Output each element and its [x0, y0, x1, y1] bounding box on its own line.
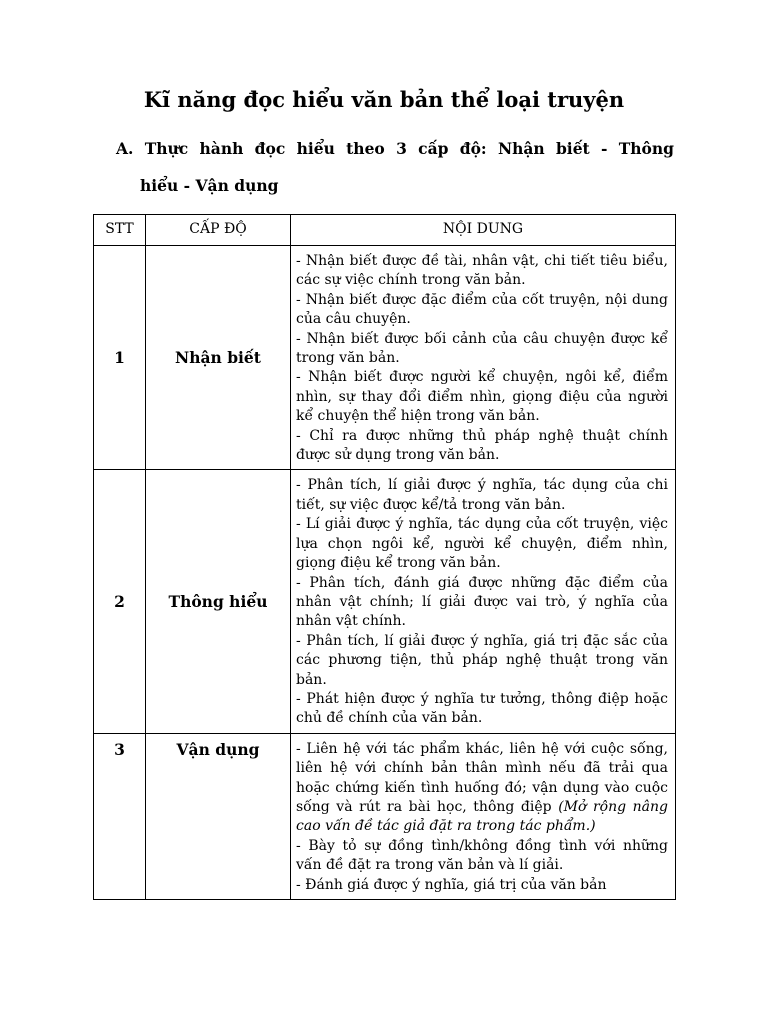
- section-heading-word: hành: [199, 139, 244, 158]
- row-level: Nhận biết: [146, 246, 291, 470]
- section-heading-word: cấp: [418, 139, 449, 158]
- content-item: - Nhận biết được đề tài, nhân vật, chi tiết tiêu biểu, các sự việc chính trong văn bản.: [296, 253, 668, 289]
- row-level: Vận dụng: [146, 733, 291, 899]
- row-content: [291, 470, 676, 733]
- content-item: - Phân tích, đánh giá được những đặc điểm của nhân vật chính; lí giải được vai trò, ý nghĩa của nhân vật chính.: [296, 574, 668, 630]
- row-level: Thông hiểu: [146, 470, 291, 733]
- table-row: [94, 733, 676, 899]
- section-heading-word: độ:: [459, 139, 487, 158]
- content-item: - Phân tích, lí giải được ý nghĩa, tác dụng của chi tiết, sự việc được kể/tả trong văn bản.: [296, 477, 668, 513]
- section-heading-word: Nhận: [497, 139, 545, 158]
- skill-levels-table: [93, 214, 676, 900]
- section-heading-word: 3: [396, 139, 407, 158]
- row-stt: 2: [94, 470, 146, 733]
- row-stt: 3: [94, 733, 146, 899]
- section-heading-word: -: [601, 139, 608, 158]
- section-heading-word: Thực: [144, 139, 189, 158]
- row-content: [291, 733, 676, 899]
- header-content: NỘI DUNG: [291, 215, 676, 246]
- section-heading-word: Thông: [618, 139, 674, 158]
- content-item: - Bày tỏ sự đồng tình/không đồng tình với những vấn đề đặt ra trong văn bản và lí giải.: [296, 837, 668, 874]
- content-item: - Lí giải được ý nghĩa, tác dụng của cốt truyện, việc lựa chọn ngôi kể, người kể chuyện, điểm nhìn, giọng điệu kể trong văn bản.: [296, 516, 668, 572]
- content-item: - Nhận biết được đặc điểm của cốt truyện, nội dung của câu chuyện.: [296, 291, 668, 328]
- content-item: - Chỉ ra được những thủ pháp nghệ thuật chính được sử dụng trong văn bản.: [296, 427, 668, 464]
- content-item: - Phát hiện được ý nghĩa tư tưởng, thông điệp hoặc chủ đề chính của văn bản.: [296, 690, 668, 727]
- document-title: Kĩ năng đọc hiểu văn bản thể loại truyện: [143, 87, 625, 112]
- content-item: - Nhận biết được bối cảnh của câu chuyện được kể trong văn bản.: [296, 330, 668, 367]
- table-row: [94, 470, 676, 733]
- content-item: - Phân tích, lí giải được ý nghĩa, giá trị đặc sắc của các phương tiện, thủ pháp nghệ thuật trong văn bản.: [296, 632, 668, 688]
- section-heading-line2: hiểu - Vận dụng: [140, 176, 279, 195]
- content-item-italic-note: (Mở rộng nâng cao vấn đề tác giả đặt ra trong tác phẩm.): [296, 798, 668, 835]
- row-stt: 1: [94, 246, 146, 470]
- header-stt: STT: [94, 215, 146, 246]
- section-heading: [116, 136, 674, 199]
- content-item-text: - Liên hệ với tác phẩm khác, liên hệ với cuộc sống, liên hệ với chính bản thân mình nếu đã trải qua hoặc chứng kiến tình huống đó; vận dụng vào cuộc sống và rút ra bài học, thông điệp: [296, 740, 668, 815]
- table-header-row: [94, 215, 676, 246]
- content-item: - Nhận biết được người kể chuyện, ngôi kể, điểm nhìn, sự thay đổi điểm nhìn, giọng điệu của người kể chuyện thể hiện trong văn bản.: [296, 369, 668, 425]
- section-heading-word: theo: [346, 139, 385, 158]
- header-level: CẤP ĐỘ: [146, 215, 291, 246]
- section-heading-word: đọc: [254, 139, 286, 158]
- section-heading-line1: [116, 136, 674, 162]
- section-heading-word: hiểu: [296, 139, 335, 158]
- section-heading-word: A.: [116, 139, 134, 158]
- row-content: [291, 246, 676, 470]
- content-item: - Đánh giá được ý nghĩa, giá trị của văn bản: [296, 876, 607, 893]
- content-item: [296, 740, 668, 837]
- table-row: [94, 246, 676, 470]
- section-heading-word: biết: [555, 139, 590, 158]
